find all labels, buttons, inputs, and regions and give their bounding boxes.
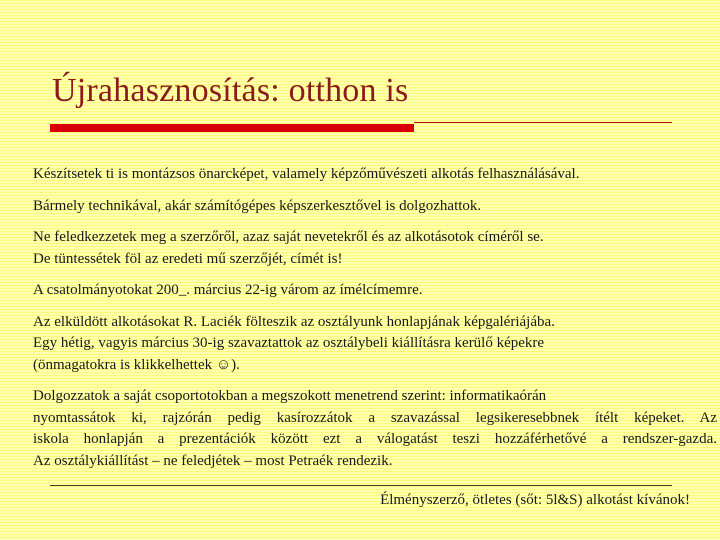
text-line: (önmagatokra is klikkelhettek ☺). — [33, 356, 240, 373]
slide-body — [33, 164, 717, 482]
text-line: De tüntessétek föl az eredeti mű szerzőjét, címét is! — [33, 250, 343, 267]
paragraph-deadline — [33, 280, 717, 302]
text-line: Az elküldött alkotásokat R. Laciék fölteszik az osztályunk honlapjának képgalériájába. — [33, 313, 555, 330]
paragraph-technique — [33, 196, 717, 218]
paragraph-credits — [33, 227, 717, 270]
paragraph-self-portrait — [33, 164, 717, 186]
text-line: Dolgozzatok a saját csoportotokban a megszokott menetrend szerint: informatikaórán — [33, 388, 547, 404]
signature-text: Élményszerző, ötletes (sőt: 5l&S) alkotást kívánok! — [380, 492, 690, 508]
text-line: Az osztálykiállítást – ne feledjétek – most Petraék rendezik. — [33, 452, 393, 469]
text-line: Egy hétig, vagyis március 30-ig szavaztattok az osztálybeli kiállításra kerülő képekre — [33, 335, 545, 351]
paragraph-group-work — [33, 386, 717, 472]
slide-title: Újrahasznosítás: otthon is — [52, 72, 409, 109]
text-line: Bármely technikával, akár számítógépes képszerkesztővel is dolgozhattok. — [33, 197, 482, 214]
title-underline-accent — [50, 124, 414, 132]
paragraph-gallery-vote — [33, 312, 717, 377]
text-line: iskola honlapján a prezentációk között ezt a válogatást teszi hozzáférhetővé a rendszer-gazda. — [33, 431, 717, 447]
text-line: A csatolmányotokat 200_. március 22-ig várom az ímélcímemre. — [33, 282, 423, 298]
text-line: nyomtassátok ki, rajzórán pedig kasírozzátok a szavazással legsikeresebbnek ítélt képeket. Az — [33, 409, 717, 426]
title-underline-rule — [414, 122, 672, 123]
footer-separator — [50, 485, 672, 486]
text-line: Készítsetek ti is montázsos önarcképet, valamely képzőművészeti alkotás felhasználásával. — [33, 166, 580, 182]
text-line: Ne feledkezzetek meg a szerzőről, azaz saját nevetekről és az alkotásotok címéről se. — [33, 229, 544, 245]
